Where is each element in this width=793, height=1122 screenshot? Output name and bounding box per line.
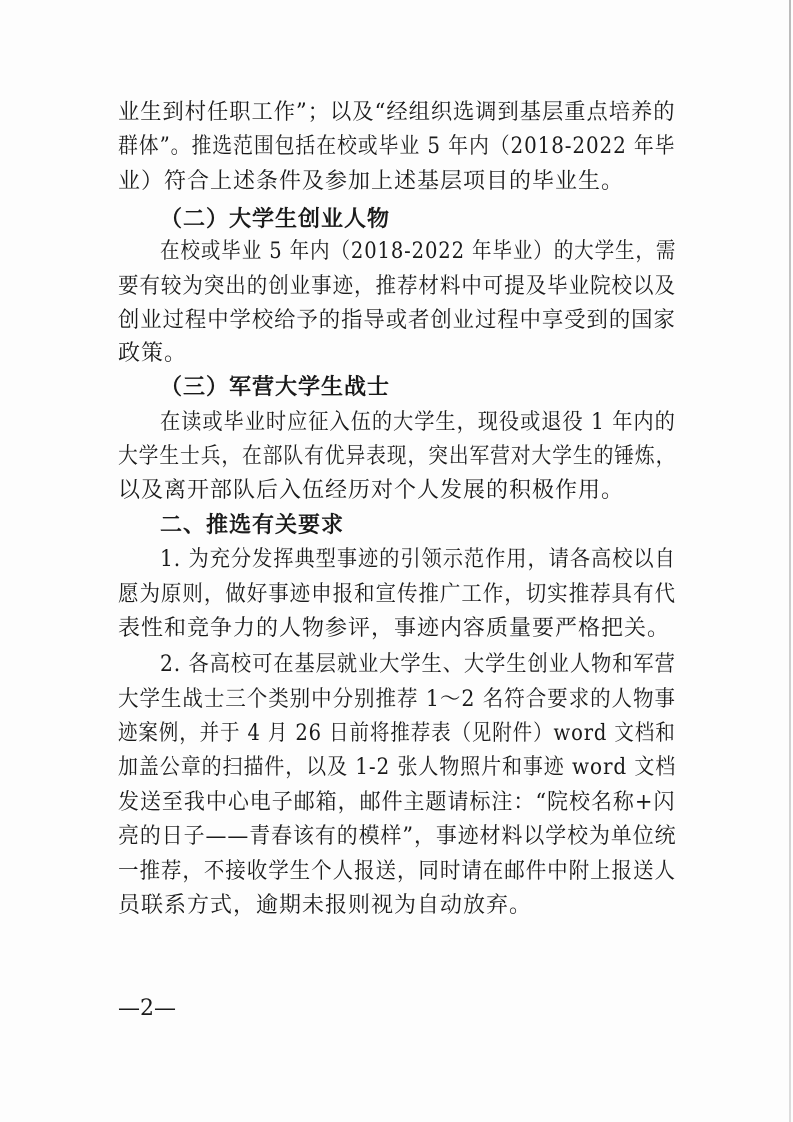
text-line: 愿为原则，做好事迹申报和宣传推广工作，切实推荐具有代 (118, 582, 676, 607)
page-number: —2— (118, 996, 176, 1021)
section-heading-soldier: （三）军营大学生战士 (160, 375, 391, 400)
text-line: 加盖公章的扫描件，以及 1-2 张人物照片和事迹 word 文档 (118, 755, 677, 780)
text-line: 业生到村任职工作”；以及“经组织选调到基层重点培养的 (118, 100, 676, 125)
text-line: 表性和竞争力的人物参评，事迹内容质量要严格把关。 (118, 616, 671, 641)
section-heading-entrepreneur: （二）大学生创业人物 (160, 207, 391, 232)
text-line: 1. 为充分发挥典型事迹的引领示范作用，请各高校以自 (160, 547, 676, 572)
text-line: 亮的日子——青春该有的模样”，事迹材料以学校为单位统 (118, 824, 677, 849)
text-line: 在读或毕业时应征入伍的大学生，现役或退役 1 年内的 (160, 410, 676, 435)
text-line: 业）符合上述条件及参加上述基层项目的毕业生。 (118, 169, 625, 194)
text-line: 一推荐，不接收学生个人报送，同时请在邮件中附上报送人 (118, 859, 676, 884)
text-line: 政策。 (118, 341, 188, 366)
text-line: 在校或毕业 5 年内（2018-2022 年毕业）的大学生，需 (160, 239, 677, 264)
text-line: 群体”。推选范围包括在校或毕业 5 年内（2018-2022 年毕 (118, 134, 676, 159)
text-line: 发送至我中心电子邮箱，邮件主题请标注：“院校名称+闪 (118, 790, 676, 815)
text-line: 大学生战士三个类别中分别推荐 1～2 名符合要求的人物事 (118, 687, 676, 712)
section-heading-requirements: 二、推选有关要求 (160, 513, 345, 538)
text-line: 员联系方式，逾期未报则视为自动放弃。 (118, 893, 533, 918)
text-line: 创业过程中学校给予的指导或者创业过程中享受到的国家 (118, 308, 676, 333)
text-line: 2. 各高校可在基层就业大学生、大学生创业人物和军营 (160, 652, 676, 677)
page-edge-shadow (789, 0, 791, 1122)
text-line: 以及离开部队后入伍经历对个人发展的积极作用。 (118, 478, 625, 503)
text-line: 要有较为突出的创业事迹，推荐材料中可提及毕业院校以及 (118, 274, 676, 299)
text-line: 迹案例，并于 4 月 26 日前将推荐表（见附件）word 文档和 (118, 721, 676, 746)
text-line: 大学生士兵，在部队有优异表现，突出军营对大学生的锤炼， (118, 444, 677, 469)
